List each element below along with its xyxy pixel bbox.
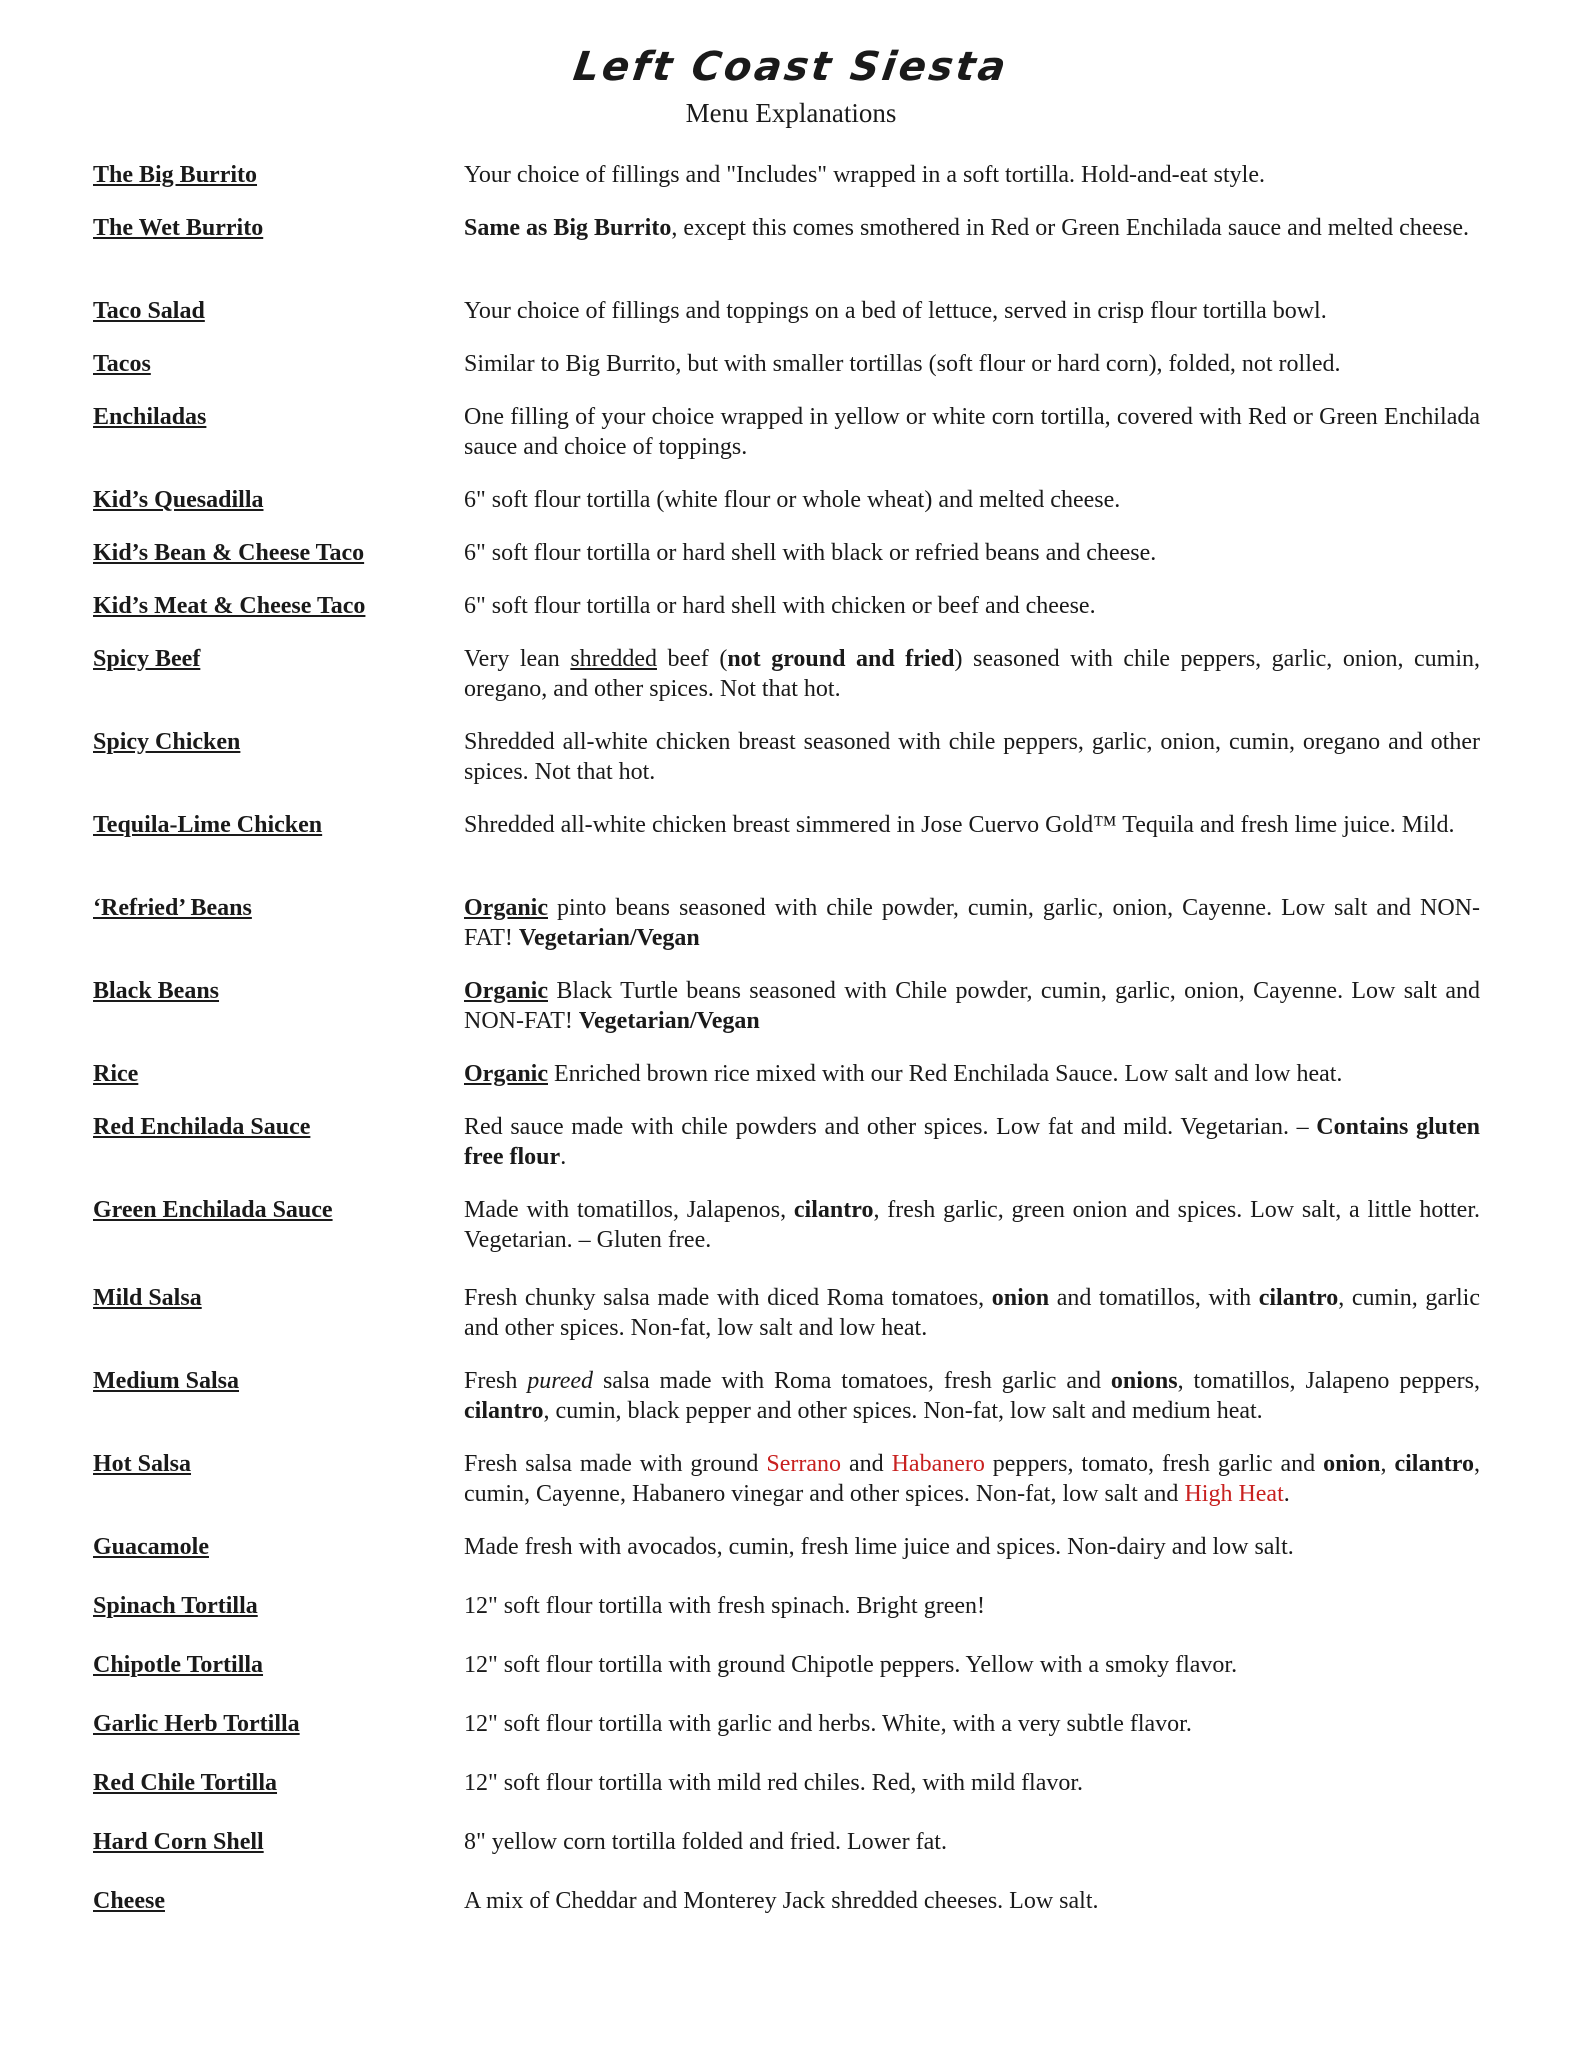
menu-item-description	[464, 1650, 1480, 1680]
menu-item-description	[464, 810, 1480, 840]
menu-item-description	[464, 1886, 1480, 1916]
menu-item-description	[464, 1059, 1480, 1089]
description-segment: Same as Big Burrito	[464, 215, 672, 241]
description-segment: Made with tomatillos, Jalapenos,	[464, 1197, 794, 1223]
menu-item-description	[464, 402, 1480, 462]
description-segment: , except this comes smothered in Red or Green Enchilada sauce and melted cheese.	[671, 215, 1470, 241]
page-title: Left Coast Siesta	[570, 44, 1012, 90]
menu-item-term: Spicy Chicken	[93, 729, 241, 755]
description-segment: Fresh	[464, 1368, 528, 1394]
menu-item-description	[464, 1532, 1480, 1562]
description-segment: 8" yellow corn tortilla folded and fried. Lower fat.	[464, 1829, 947, 1855]
description-segment: Made fresh with avocados, cumin, fresh lime juice and spices. Non-dairy and low salt.	[464, 1534, 1294, 1560]
description-segment: Your choice of fillings and toppings on a bed of lettuce, served in crisp flour tortilla bowl.	[464, 298, 1327, 324]
menu-item-term: Chipotle Tortilla	[93, 1652, 264, 1678]
description-segment: , cumin, Cayenne, Habanero vinegar and other spices. Non-fat, low salt and	[464, 1451, 1480, 1507]
menu-item-description	[464, 644, 1480, 704]
menu-item-description	[464, 485, 1480, 515]
description-segment: Very lean	[464, 646, 571, 672]
menu-item-description	[464, 976, 1480, 1036]
description-segment: Organic	[464, 1061, 548, 1087]
menu-item-description	[464, 893, 1480, 953]
menu-item-term: Garlic Herb Tortilla	[93, 1711, 300, 1737]
menu-item-term: Spinach Tortilla	[93, 1593, 258, 1619]
menu-item-term: Cheese	[93, 1888, 165, 1914]
menu-item-term: Hard Corn Shell	[93, 1829, 264, 1855]
menu-item-description	[464, 213, 1480, 243]
menu-item-term: Green Enchilada Sauce	[93, 1197, 333, 1223]
description-segment: and	[841, 1451, 892, 1477]
description-segment: Organic	[464, 895, 548, 921]
menu-item-term: Red Enchilada Sauce	[93, 1114, 311, 1140]
description-segment: not ground and fried	[727, 646, 955, 672]
description-segment: cilantro	[1394, 1451, 1474, 1477]
menu-item-term: Kid’s Meat & Cheese Taco	[93, 593, 366, 619]
description-segment: ) seasoned with chile peppers, garlic, onion, cumin, oregano, and other spices. Not that hot.	[464, 646, 1481, 702]
menu-item-term: Taco Salad	[93, 298, 205, 324]
menu-item-description	[464, 1366, 1480, 1426]
description-segment: Habanero	[891, 1451, 985, 1477]
description-segment: Fresh salsa made with ground	[464, 1451, 767, 1477]
menu-item-description	[464, 1449, 1480, 1509]
description-segment: ,	[1380, 1451, 1395, 1477]
description-segment: beef (	[656, 646, 728, 672]
description-segment: , cumin, garlic and other spices. Non-fat, low salt and low heat.	[464, 1285, 1480, 1341]
menu-item-term: The Big Burrito	[93, 162, 258, 188]
menu-item-description	[464, 591, 1480, 621]
description-segment: High Heat	[1184, 1481, 1284, 1507]
description-segment: cilantro	[1258, 1285, 1339, 1311]
menu-item-term: Tacos	[93, 351, 151, 377]
menu-item-term: Kid’s Bean & Cheese Taco	[93, 540, 365, 566]
description-segment: Fresh chunky salsa made with diced Roma tomatoes,	[464, 1285, 992, 1311]
menu-item-term: Hot Salsa	[93, 1451, 192, 1477]
description-segment: onion	[1323, 1451, 1381, 1477]
menu-item-description	[464, 1591, 1480, 1621]
description-segment: Black Turtle beans seasoned with Chile powder, cumin, garlic, onion, Cayenne. Low salt and NON-FAT!	[464, 978, 1480, 1034]
description-segment: Vegetarian/Vegan	[518, 925, 700, 951]
description-segment: Red sauce made with chile powders and other spices. Low fat and mild. Vegetarian. –	[464, 1114, 1317, 1140]
description-segment: Your choice of fillings and "Includes" wrapped in a soft tortilla. Hold-and-eat style.	[464, 162, 1265, 188]
menu-item-description	[464, 1283, 1480, 1343]
description-segment: A mix of Cheddar and Monterey Jack shredded cheeses. Low salt.	[464, 1888, 1099, 1914]
description-segment: onions	[1110, 1368, 1178, 1394]
description-segment: Enriched brown rice mixed with our Red Enchilada Sauce. Low salt and low heat.	[548, 1061, 1343, 1087]
description-segment: .	[560, 1144, 567, 1170]
description-segment: cilantro	[464, 1398, 544, 1424]
description-segment: peppers, tomato, fresh garlic and	[984, 1451, 1324, 1477]
description-segment: Contains gluten free flour	[464, 1114, 1480, 1170]
menu-item-term: Guacamole	[93, 1534, 209, 1560]
description-segment: Shredded all-white chicken breast simmered in Jose Cuervo Gold™ Tequila and fresh lime juice. Mild.	[464, 812, 1455, 838]
description-segment: Similar to Big Burrito, but with smaller tortillas (soft flour or hard corn), folded, not rolled.	[464, 351, 1341, 377]
menu-item-term: ‘Refried’ Beans	[93, 895, 252, 921]
description-segment: , fresh garlic, green onion and spices. Low salt, a little hotter. Vegetarian. – Gluten free.	[464, 1197, 1480, 1253]
description-segment: 12" soft flour tortilla with garlic and herbs. White, with a very subtle flavor.	[464, 1711, 1192, 1737]
menu-item-description	[464, 538, 1480, 568]
menu-item-description	[464, 160, 1480, 190]
description-segment: salsa made with Roma tomatoes, fresh garlic and	[593, 1368, 1111, 1394]
description-segment: , cumin, black pepper and other spices. Non-fat, low salt and medium heat.	[543, 1398, 1263, 1424]
menu-item-description	[464, 349, 1480, 379]
menu-item-term: Medium Salsa	[93, 1368, 240, 1394]
menu-item-description	[464, 296, 1480, 326]
menu-item-term: Enchiladas	[93, 404, 207, 430]
description-segment: 6" soft flour tortilla (white flour or whole wheat) and melted cheese.	[464, 487, 1121, 513]
menu-item-description	[464, 1827, 1480, 1857]
description-segment: Vegetarian/Vegan	[578, 1008, 760, 1034]
menu-item-term: Red Chile Tortilla	[93, 1770, 278, 1796]
description-segment: 12" soft flour tortilla with ground Chipotle peppers. Yellow with a smoky flavor.	[464, 1652, 1238, 1678]
menu-item-description	[464, 1112, 1480, 1172]
menu-item-term: Kid’s Quesadilla	[93, 487, 264, 513]
description-segment: .	[1283, 1481, 1290, 1507]
menu-item-term: Spicy Beef	[93, 646, 201, 672]
description-segment: Organic	[464, 978, 548, 1004]
description-segment: 6" soft flour tortilla or hard shell with chicken or beef and cheese.	[464, 593, 1096, 619]
menu-item-description	[464, 1195, 1480, 1255]
menu-item-term: Tequila-Lime Chicken	[93, 812, 323, 838]
description-segment: shredded	[570, 646, 657, 672]
menu-item-description	[464, 1709, 1480, 1739]
menu-item-term: Rice	[93, 1061, 139, 1087]
description-segment: and tomatillos, with	[1049, 1285, 1259, 1311]
menu-item-term: Mild Salsa	[93, 1285, 202, 1311]
description-segment: 12" soft flour tortilla with mild red chiles. Red, with mild flavor.	[464, 1770, 1084, 1796]
description-segment: Shredded all-white chicken breast seasoned with chile peppers, garlic, onion, cumin, oregano and other spices. Not that hot.	[464, 729, 1480, 785]
menu-item-description	[464, 1768, 1480, 1798]
menu-item-term: Black Beans	[93, 978, 220, 1004]
description-segment: cilantro	[793, 1197, 874, 1223]
page-subtitle: Menu Explanations	[685, 98, 897, 128]
description-segment: onion	[991, 1285, 1050, 1311]
description-segment: , tomatillos, Jalapeno peppers,	[1177, 1368, 1480, 1394]
description-segment: pinto beans seasoned with chile powder, cumin, garlic, onion, Cayenne. Low salt and NON-FAT!	[464, 895, 1480, 951]
description-segment: 12" soft flour tortilla with fresh spinach. Bright green!	[464, 1593, 986, 1619]
menu-item-description	[464, 727, 1480, 787]
description-segment: pureed	[527, 1368, 594, 1394]
description-segment: 6" soft flour tortilla or hard shell with black or refried beans and cheese.	[464, 540, 1157, 566]
description-segment: Serrano	[766, 1451, 842, 1477]
description-segment: One filling of your choice wrapped in yellow or white corn tortilla, covered with Red or Green Enchilada sauce and choice of toppings.	[464, 404, 1480, 460]
menu-item-term: The Wet Burrito	[93, 215, 264, 241]
